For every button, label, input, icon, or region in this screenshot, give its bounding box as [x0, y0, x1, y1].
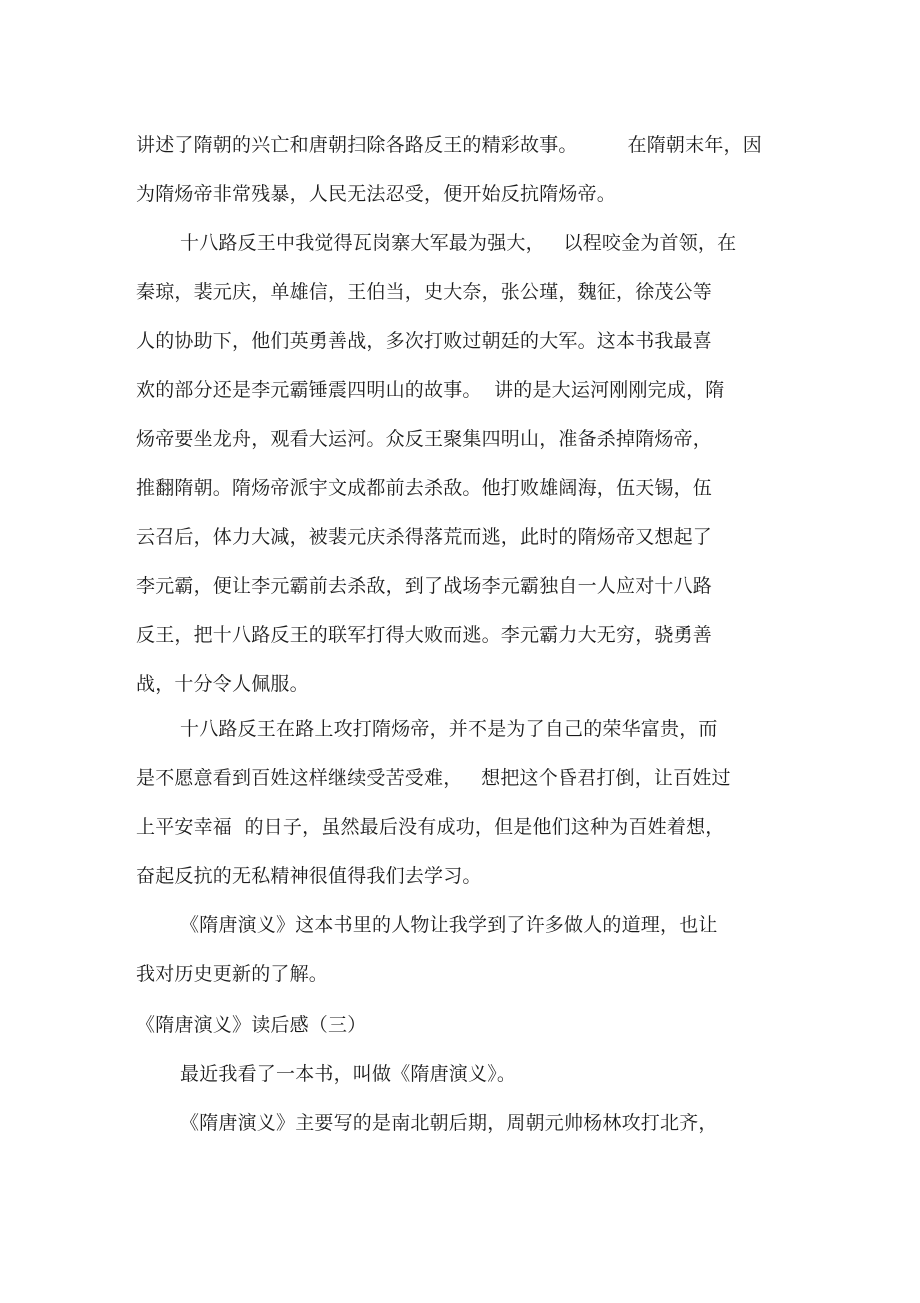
text-line: 《隋唐演义》这本书里的人物让我学到了许多做人的道理，也让: [180, 914, 718, 936]
text-line: 《隋唐演义》主要写的是南北朝后期，周朝元帅杨林攻打北齐，: [180, 1112, 718, 1134]
text-line: 推翻隋朝。隋炀帝派宇文成都前去杀敌。他打败雄阔海，伍天锡，伍: [136, 477, 713, 499]
text-line: 十八路反王在路上攻打隋炀帝，并不是为了自己的荣华富贵，而: [180, 718, 718, 740]
text-line: 战，十分令人佩服。: [136, 673, 309, 695]
text-line: 云召后，体力大减，被裴元庆杀得落荒而逃，此时的隋炀帝又想起了: [136, 526, 713, 548]
text-line: 为隋炀帝非常残暴，人民无法忍受，便开始反抗隋炀帝。: [136, 183, 617, 205]
section-heading: 《隋唐演义》读后感（三）: [136, 1014, 367, 1036]
text-line: 讲述了隋朝的兴亡和唐朝扫除各路反王的精彩故事。 在隋朝末年，因: [136, 134, 762, 156]
text-line: 欢的部分还是李元霸锤震四明山的故事。 讲的是大运河刚刚完成，隋: [136, 379, 725, 401]
text-line: 秦琼，裴元庆，单雄信，王伯当，史大奈，张公瑾，魏征，徐茂公等: [136, 281, 713, 303]
text-line: 炀帝要坐龙舟，观看大运河。众反王聚集四明山，准备杀掉隋炀帝，: [136, 428, 713, 450]
text-line: 奋起反抗的无私精神很值得我们去学习。: [136, 865, 482, 887]
text-line: 李元霸，便让李元霸前去杀敌，到了战场李元霸独自一人应对十八路: [136, 575, 713, 597]
text-line: 上平安幸福 的日子，虽然最后没有成功，但是他们这种为百姓着想，: [136, 816, 725, 838]
text-line: 十八路反王中我觉得瓦岗寨大军最为强大， 以程咬金为首领，在: [180, 232, 737, 254]
text-line: 是不愿意看到百姓这样继续受苦受难， 想把这个昏君打倒，让百姓过: [136, 767, 731, 789]
text-line: 人的协助下，他们英勇善战，多次打败过朝廷的大军。这本书我最喜: [136, 330, 713, 352]
text-line: 最近我看了一本书，叫做《隋唐演义》。: [180, 1063, 517, 1085]
text-line: 我对历史更新的了解。: [136, 963, 329, 985]
text-line: 反王，把十八路反王的联军打得大败而逃。李元霸力大无穷，骁勇善: [136, 624, 713, 646]
